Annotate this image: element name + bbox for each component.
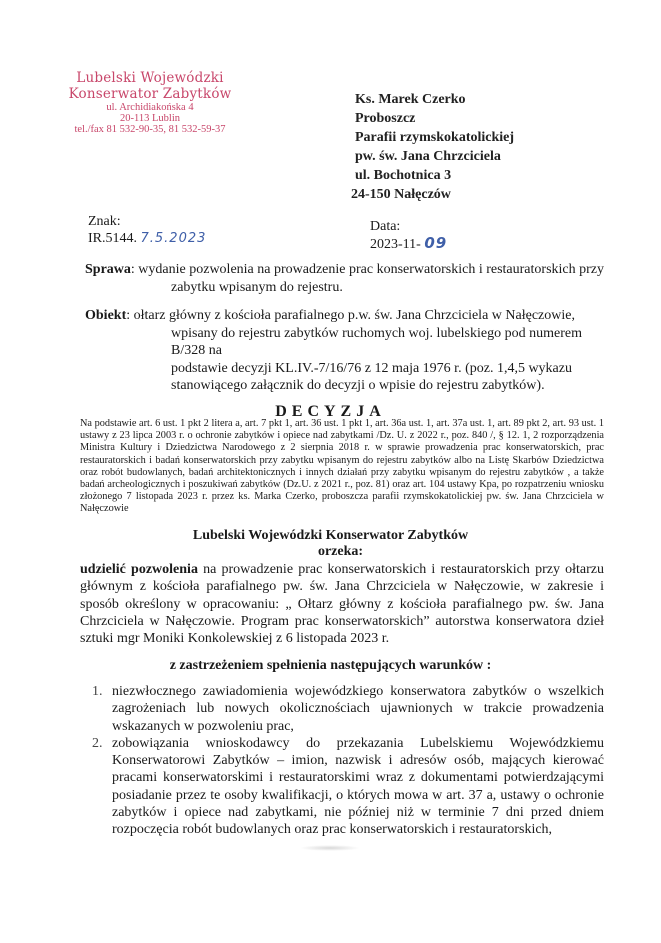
conditions-list bbox=[92, 683, 604, 839]
reference-handwritten: 7.5.2023 bbox=[140, 231, 207, 246]
authority-verb: orzeka: bbox=[317, 544, 364, 559]
object-line-1: ołtarz główny z kościoła parafialnego p.w. św. Jana Chrzciciela w Nałęczowie, bbox=[133, 308, 575, 323]
object-line-2: wpisany do rejestru zabytków ruchomych woj. lubelskiego pod numerem B/328 na bbox=[171, 325, 582, 358]
recipient-name: Ks. Marek Czerko bbox=[355, 92, 466, 107]
condition-item bbox=[92, 683, 604, 735]
stamp-line-2: Konserwator Zabytków bbox=[68, 86, 232, 102]
grant-bold: udzielić pozwolenia bbox=[80, 562, 198, 577]
stamp-phone: tel./fax 81 532-90-35, 81 532-59-37 bbox=[74, 124, 226, 135]
recipient-street: ul. Bochotnica 3 bbox=[355, 168, 452, 183]
object-label: Obiekt bbox=[85, 308, 127, 323]
office-stamp bbox=[55, 70, 245, 135]
decision-title: DECYZJA bbox=[275, 403, 386, 420]
document-date bbox=[370, 218, 447, 253]
subject-section: Sprawa: wydanie pozwolenia na prowadzenie prac konserwatorskich i restauratorskich przy zabytku wpisanym do rejestru. bbox=[85, 262, 605, 295]
condition-item bbox=[92, 735, 604, 839]
grant-text: na prowadzenie prac konserwatorskich i restauratorskich przy ołtarzu głównym z kościoła parafialnego pw. św. Jana Chrzciciela w Nałęczowie, w zakresie i sposób określony w opracowaniu: „ Ołtarz główny z kościoła parafialnego pw. św. Jana Chrzciciela w Nałęczowie. Program prac konserwatorskich” autorstwa konserwatora dzieł sztuki mgr Moniki Konkolewskiej z 6 listopada 2023 r. bbox=[80, 562, 604, 647]
object-line-4: stanowiącego załącznik do decyzji o wpisie do rejestru zabytków). bbox=[171, 378, 545, 393]
conditions-title: z zastrzeżeniem spełnienia następujących warunków : bbox=[169, 658, 492, 673]
subject-label: Sprawa bbox=[85, 262, 131, 277]
recipient-address bbox=[351, 90, 515, 204]
condition-number: 2. bbox=[92, 735, 103, 751]
date-prefix: 2023-11- bbox=[370, 237, 421, 252]
date-label: Data: bbox=[370, 219, 401, 234]
subject-line-2: zabytku wpisanym do rejestru. bbox=[171, 279, 343, 295]
reference-prefix: IR.5144. bbox=[88, 231, 137, 246]
reference-number bbox=[88, 213, 206, 247]
authority-heading bbox=[0, 528, 661, 560]
subject-line-1: wydanie pozwolenia na prowadzenie prac konserwatorskich i restauratorskich przy bbox=[138, 262, 605, 277]
reference-label: Znak: bbox=[88, 214, 121, 229]
recipient-patron: pw. św. Jana Chrzciciela bbox=[355, 149, 501, 164]
condition-text: niezwłocznego zawiadomienia wojewódzkiego konserwatora zabytków o wszelkich zagrożeniach lub nowych okolicznościach ujawnionych w trakcie prowadzenia wskazanych w pozwoleniu prac, bbox=[112, 684, 604, 734]
scan-smudge bbox=[300, 845, 360, 851]
recipient-title: Proboszcz bbox=[355, 111, 416, 126]
stamp-street: ul. Archidiakońska 4 bbox=[106, 102, 194, 113]
condition-number: 1. bbox=[92, 684, 103, 699]
grant-paragraph bbox=[80, 561, 604, 647]
object-line-3: podstawie decyzji KL.IV.-7/16/76 z 12 maja 1976 r. (poz. 1,4,5 wykazu bbox=[171, 360, 572, 376]
stamp-city: 20-113 Lublin bbox=[120, 113, 180, 124]
date-handwritten-day: 09 bbox=[424, 234, 448, 252]
stamp-line-1: Lubelski Wojewódzki bbox=[76, 70, 224, 86]
recipient-city: 24-150 Nałęczów bbox=[351, 187, 451, 202]
recipient-parish: Parafii rzymskokatolickiej bbox=[355, 130, 515, 145]
legal-basis: Na podstawie art. 6 ust. 1 pkt 2 litera a, art. 7 pkt 1, art. 36 ust. 1 pkt 1, art. 36a ust. 1, art. 37a ust. 1, art. 89 pkt 2, art. 93 ust. 1 ustawy z 23 lipca 2003 r. o ochronie zabytków i opiece nad zabytkami /Dz. U. z 2022 r., poz. 840 /, § 12. 1, 2 rozporządzenia Ministra Kultury i Dziedzictwa Narodowego z 2 sierpnia 2018 r. w sprawie prowadzenia prac konserwatorskich, prac restauratorskich i badań konserwatorskich przy zabytku wpisanym do rejestru zabytków albo na Listę Skarbów Dziedzictwa oraz robót budowlanych, badań architektonicznych i innych działań przy zabytku wpisanym do rejestru zabytków , a także badań archeologicznych i poszukiwań zabytków (Dz.U. z 2021 r., poz. 81) oraz art. 104 ustawy Kpa, po rozpatrzeniu wniosku złożonego 7 listopada 2023 r. przez ks. Marka Czerko, proboszcza parafii rzymskokatolickiej pw. św. Jana Chrzciciela w Nałęczowie bbox=[80, 418, 604, 515]
condition-text: zobowiązania wnioskodawcy do przekazania Lubelskiemu Wojewódzkiemu Konserwatorowi Zabytków – imion, nazwisk i adresów osób, mających kierować pracami konserwatorskimi i restauratorskimi wraz z dokumentami potwierdzającymi posiadanie przez te osoby kwalifikacji, o których mowa w art. 37 a, ustawy o ochronie zabytków i opiece nad zabytkami, nie później niż w terminie 7 dni przed dniem rozpoczęcia robót budowlanych oraz prac konserwatorskich i restauratorskich, bbox=[112, 735, 604, 838]
object-section: Obiekt: ołtarz główny z kościoła parafialnego p.w. św. Jana Chrzciciela w Nałęczowie, wpisany do rejestru zabytków ruchomych woj. lubelskiego pod numerem B/328 na podstawie decyzji KL.IV.-7/16/76 z 12 maja 1976 r. (poz. 1,4,5 wykazu stanowiącego załącznik do decyzji o wpisie do rejestru zabytków). bbox=[85, 307, 605, 395]
authority-name: Lubelski Wojewódzki Konserwator Zabytków bbox=[192, 528, 469, 543]
